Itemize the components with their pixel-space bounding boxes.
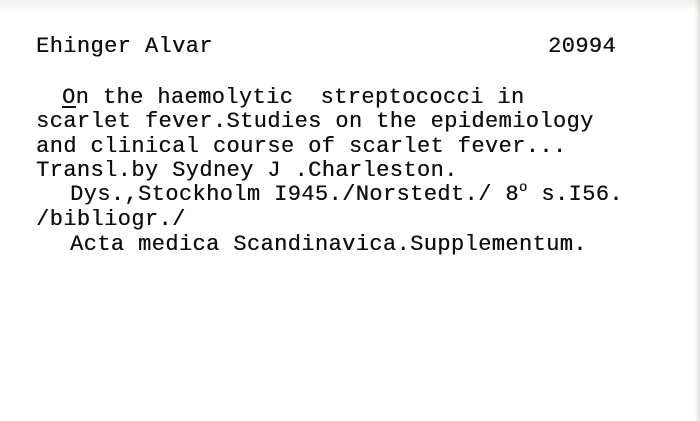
format-superscript: o bbox=[518, 180, 528, 196]
bibliography-line: /bibliogr./ bbox=[36, 207, 186, 232]
imprint-part-1: Dys.,Stockholm I945./Norstedt./ 8 bbox=[70, 182, 519, 207]
catalog-number: 20994 bbox=[547, 34, 616, 59]
title-line-3: and clinical course of scarlet fever... bbox=[36, 134, 567, 159]
series-line: Acta medica Scandinavica.Supplementum. bbox=[70, 232, 587, 257]
title-initial: O bbox=[62, 85, 76, 110]
imprint-part-2: s.I56. bbox=[527, 182, 623, 207]
author-name: Ehinger Alvar bbox=[36, 34, 213, 59]
imprint-line bbox=[70, 180, 623, 207]
title-line-1 bbox=[62, 87, 524, 109]
title-line-1-rest: n the haemolytic streptococci in bbox=[75, 85, 525, 110]
translator-line: Transl.by Sydney J .Charleston. bbox=[36, 158, 458, 183]
title-line-2: scarlet fever.Studies on the epidemiology bbox=[36, 109, 594, 134]
